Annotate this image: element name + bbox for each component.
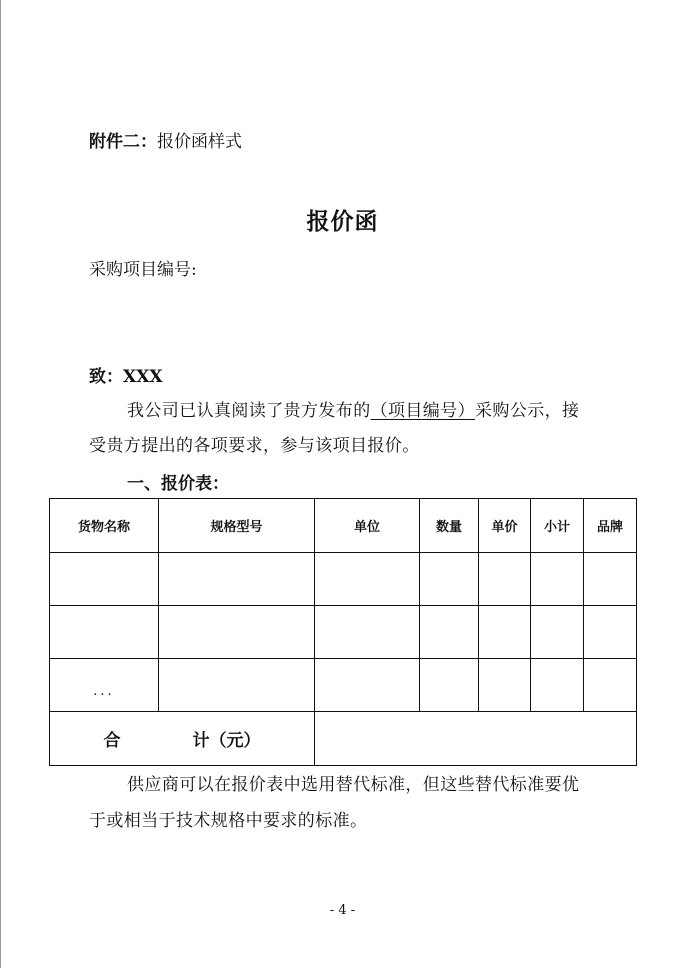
addressee-line: 致：XXX	[89, 367, 163, 387]
table-header-row	[50, 499, 637, 553]
table-cell	[479, 553, 531, 606]
total-label-a: 合	[103, 731, 121, 751]
intro-text-post: 采购公示，接	[475, 401, 580, 421]
table-cell	[315, 553, 420, 606]
table-total-row	[50, 712, 637, 766]
page-left-edge	[0, 0, 1, 968]
table-cell	[50, 553, 159, 606]
attachment-heading	[89, 127, 242, 152]
col-header-subtotal: 小计	[531, 499, 584, 553]
table-cell	[479, 606, 531, 659]
intro-paragraph-line-2: 受贵方提出的各项要求，参与该项目报价。	[89, 436, 420, 456]
project-number-placeholder: （项目编号）	[370, 401, 476, 421]
table-row	[50, 659, 637, 712]
page-number: - 4 -	[329, 903, 356, 918]
total-label-cell	[50, 712, 315, 766]
table-cell	[159, 659, 315, 712]
quote-table	[49, 498, 637, 766]
table-cell	[531, 553, 584, 606]
table-cell	[420, 659, 479, 712]
note-line-1: 供应商可以在报价表中选用替代标准，但这些替代标准要优	[127, 775, 580, 795]
table-cell	[531, 606, 584, 659]
table-cell	[584, 553, 637, 606]
attachment-title: 报价函样式	[157, 132, 242, 152]
total-label-b: 计（元）	[192, 731, 261, 751]
col-header-unit: 单位	[315, 499, 420, 553]
table-cell	[531, 659, 584, 712]
ellipsis-text: ...	[93, 683, 115, 699]
total-value-cell	[315, 712, 637, 766]
table-cell	[159, 553, 315, 606]
col-header-quantity: 数量	[420, 499, 479, 553]
document-title: 报价函	[306, 208, 379, 235]
table-cell	[584, 659, 637, 712]
col-header-brand: 品牌	[584, 499, 637, 553]
note-line-2: 于或相当于技术规格中要求的标准。	[89, 811, 368, 831]
table-cell	[420, 553, 479, 606]
col-header-unit-price: 单价	[479, 499, 531, 553]
table-cell	[584, 606, 637, 659]
table-cell	[420, 606, 479, 659]
intro-text-pre: 我公司已认真阅读了贵方发布的	[127, 401, 371, 421]
section-heading-quote-table: 一、报价表：	[127, 474, 229, 494]
col-header-goods-name: 货物名称	[50, 499, 159, 553]
table-cell	[50, 606, 159, 659]
table-cell	[159, 606, 315, 659]
table-row	[50, 553, 637, 606]
table-cell	[315, 606, 420, 659]
project-number-label: 采购项目编号:	[89, 260, 197, 280]
intro-paragraph-line-1	[127, 396, 579, 421]
table-row	[50, 606, 637, 659]
table-cell-ellipsis	[50, 659, 159, 712]
col-header-spec-model: 规格型号	[159, 499, 315, 553]
attachment-label: 附件二：	[89, 132, 157, 152]
table-cell	[315, 659, 420, 712]
table-cell	[479, 659, 531, 712]
